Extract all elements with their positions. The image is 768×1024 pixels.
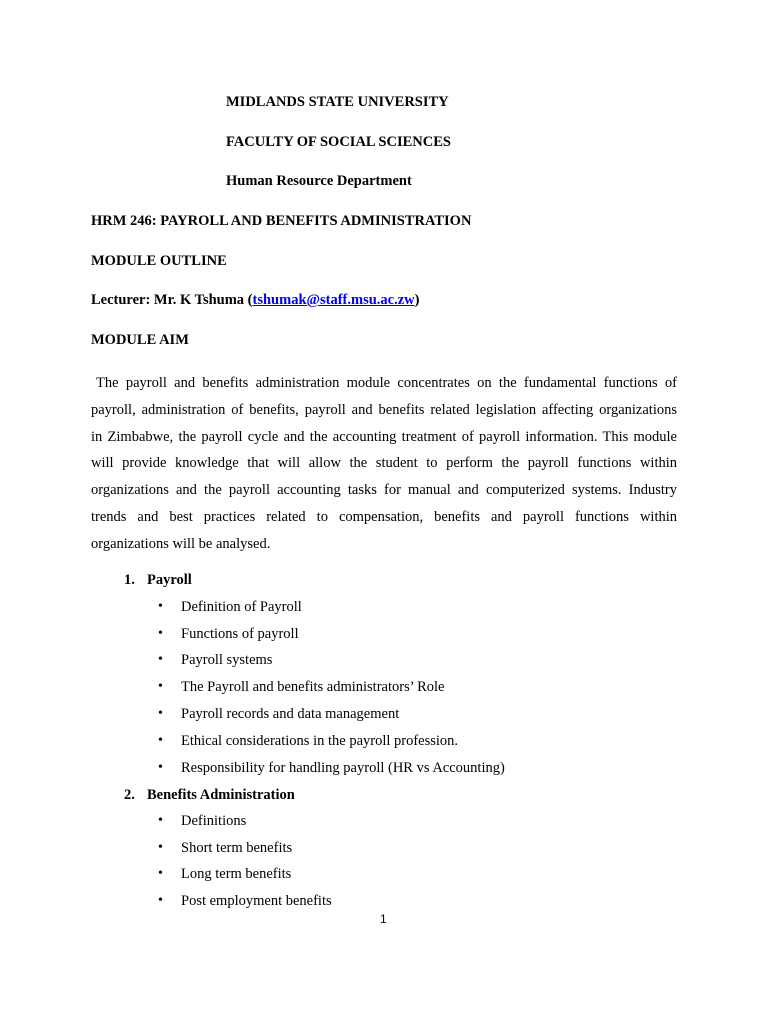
section-number: 1.: [124, 572, 135, 588]
page-number: 1: [380, 912, 387, 926]
department-name: Human Resource Department: [226, 173, 412, 189]
bullet-icon: •: [158, 866, 163, 881]
list-item: Definition of Payroll: [181, 599, 302, 615]
list-item: The Payroll and benefits administrators’ Role: [181, 679, 445, 695]
list-item: Functions of payroll: [181, 626, 299, 642]
paragraph-line: payroll, administration of benefits, payroll and benefits related legislation affecting organizations: [91, 401, 677, 418]
bullet-icon: •: [158, 813, 163, 828]
bullet-icon: •: [158, 840, 163, 855]
lecturer-suffix: ): [414, 292, 420, 308]
bullet-icon: •: [158, 652, 163, 667]
list-item: Long term benefits: [181, 866, 292, 882]
faculty-name: FACULTY OF SOCIAL SCIENCES: [226, 134, 451, 150]
module-title: HRM 246: PAYROLL AND BENEFITS ADMINISTRATION: [91, 213, 472, 229]
section-number: 2.: [124, 787, 135, 803]
section-title-payroll: Payroll: [147, 572, 192, 588]
paragraph-line: organizations and the payroll accounting tasks for manual and computerized systems. Industry: [91, 482, 677, 499]
bullet-icon: •: [158, 679, 163, 694]
paragraph-line: trends and best practices related to compensation, benefits and payroll functions within: [91, 508, 677, 525]
module-outline-heading: MODULE OUTLINE: [91, 253, 227, 269]
bullet-icon: •: [158, 893, 163, 908]
bullet-icon: •: [158, 599, 163, 614]
bullet-icon: •: [158, 733, 163, 748]
paragraph-line: The payroll and benefits administration module concentrates on the fundamental functions of: [96, 375, 677, 391]
bullet-icon: •: [158, 626, 163, 641]
lecturer-email-link[interactable]: tshumak@staff.msu.ac.zw: [252, 292, 415, 308]
bullet-icon: •: [158, 706, 163, 721]
list-item: Ethical considerations in the payroll profession.: [181, 733, 459, 749]
list-item: Payroll records and data management: [181, 706, 400, 722]
list-item: Post employment benefits: [181, 893, 332, 909]
lecturer-line: [91, 291, 419, 309]
module-aim-paragraph: [91, 370, 677, 558]
bullet-icon: •: [158, 760, 163, 775]
section-title-benefits: Benefits Administration: [147, 787, 295, 803]
university-name: MIDLANDS STATE UNIVERSITY: [226, 94, 449, 110]
module-aim-heading: MODULE AIM: [91, 332, 189, 348]
paragraph-line: organizations will be analysed.: [91, 535, 271, 552]
list-item: Payroll systems: [181, 652, 273, 668]
paragraph-line: in Zimbabwe, the payroll cycle and the accounting treatment of payroll information. This module: [91, 428, 677, 445]
lecturer-name: Lecturer: Mr. K Tshuma (: [91, 292, 253, 308]
list-item: Responsibility for handling payroll (HR vs Accounting): [181, 760, 505, 776]
list-item: Short term benefits: [181, 840, 293, 856]
list-item: Definitions: [181, 813, 247, 829]
paragraph-line: will provide knowledge that will allow the student to perform the payroll functions within: [91, 455, 677, 472]
